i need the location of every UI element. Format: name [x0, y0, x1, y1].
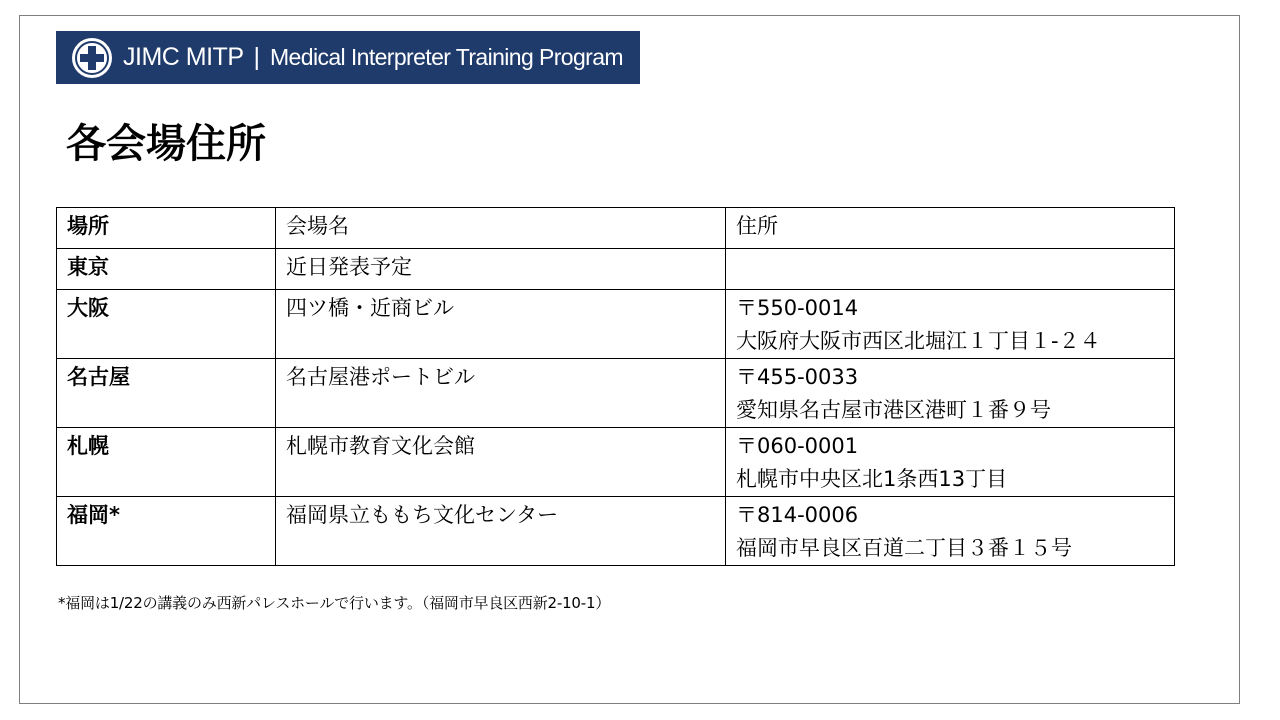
- street-address: 愛知県名古屋市港区港町１番９号: [736, 398, 1051, 422]
- header-venue: 会場名: [276, 208, 726, 249]
- postal-code: 〒550-0014: [736, 296, 859, 320]
- location-cell: 札幌: [57, 428, 276, 497]
- table-header-row: [57, 208, 1175, 249]
- street-address: 札幌市中央区北1条西13丁目: [736, 467, 1008, 491]
- banner-program-name: Medical Interpreter Training Program: [270, 44, 623, 70]
- page-title: 各会場住所: [66, 121, 266, 167]
- location-cell: 福岡*: [57, 497, 276, 566]
- address-cell: [726, 428, 1175, 497]
- table-row: [57, 290, 1175, 359]
- venue-address-table: [56, 207, 1175, 566]
- address-cell: [726, 290, 1175, 359]
- footnote: *福岡は1/22の講義のみ西新パレスホールで行います。（福岡市早良区西新2-10-1）: [58, 594, 611, 612]
- venue-cell: 福岡県立ももち文化センター: [276, 497, 726, 566]
- venue-cell: 近日発表予定: [276, 249, 726, 290]
- medical-cross-icon: [72, 38, 112, 78]
- header-address: 住所: [726, 208, 1175, 249]
- location-cell: 名古屋: [57, 359, 276, 428]
- postal-code: 〒814-0006: [736, 503, 859, 527]
- street-address: 大阪府大阪市西区北堀江１丁目１-２４: [736, 329, 1101, 353]
- table-row: [57, 249, 1175, 290]
- table-row: [57, 359, 1175, 428]
- postal-code: 〒060-0001: [736, 434, 859, 458]
- location-cell: 大阪: [57, 290, 276, 359]
- street-address: 福岡市早良区百道二丁目３番１５号: [736, 536, 1072, 560]
- location-cell: 東京: [57, 249, 276, 290]
- address-cell: [726, 249, 1175, 290]
- header-location: 場所: [57, 208, 276, 249]
- venue-cell: 札幌市教育文化会館: [276, 428, 726, 497]
- venue-cell: 名古屋港ポートビル: [276, 359, 726, 428]
- program-banner: [56, 31, 640, 84]
- banner-separator: |: [253, 43, 260, 71]
- table-row: [57, 428, 1175, 497]
- postal-code: 〒455-0033: [736, 365, 859, 389]
- venue-cell: 四ツ橋・近商ビル: [276, 290, 726, 359]
- table-row: [57, 497, 1175, 566]
- address-cell: [726, 359, 1175, 428]
- address-cell: [726, 497, 1175, 566]
- banner-brand: JIMC MITP: [123, 43, 244, 71]
